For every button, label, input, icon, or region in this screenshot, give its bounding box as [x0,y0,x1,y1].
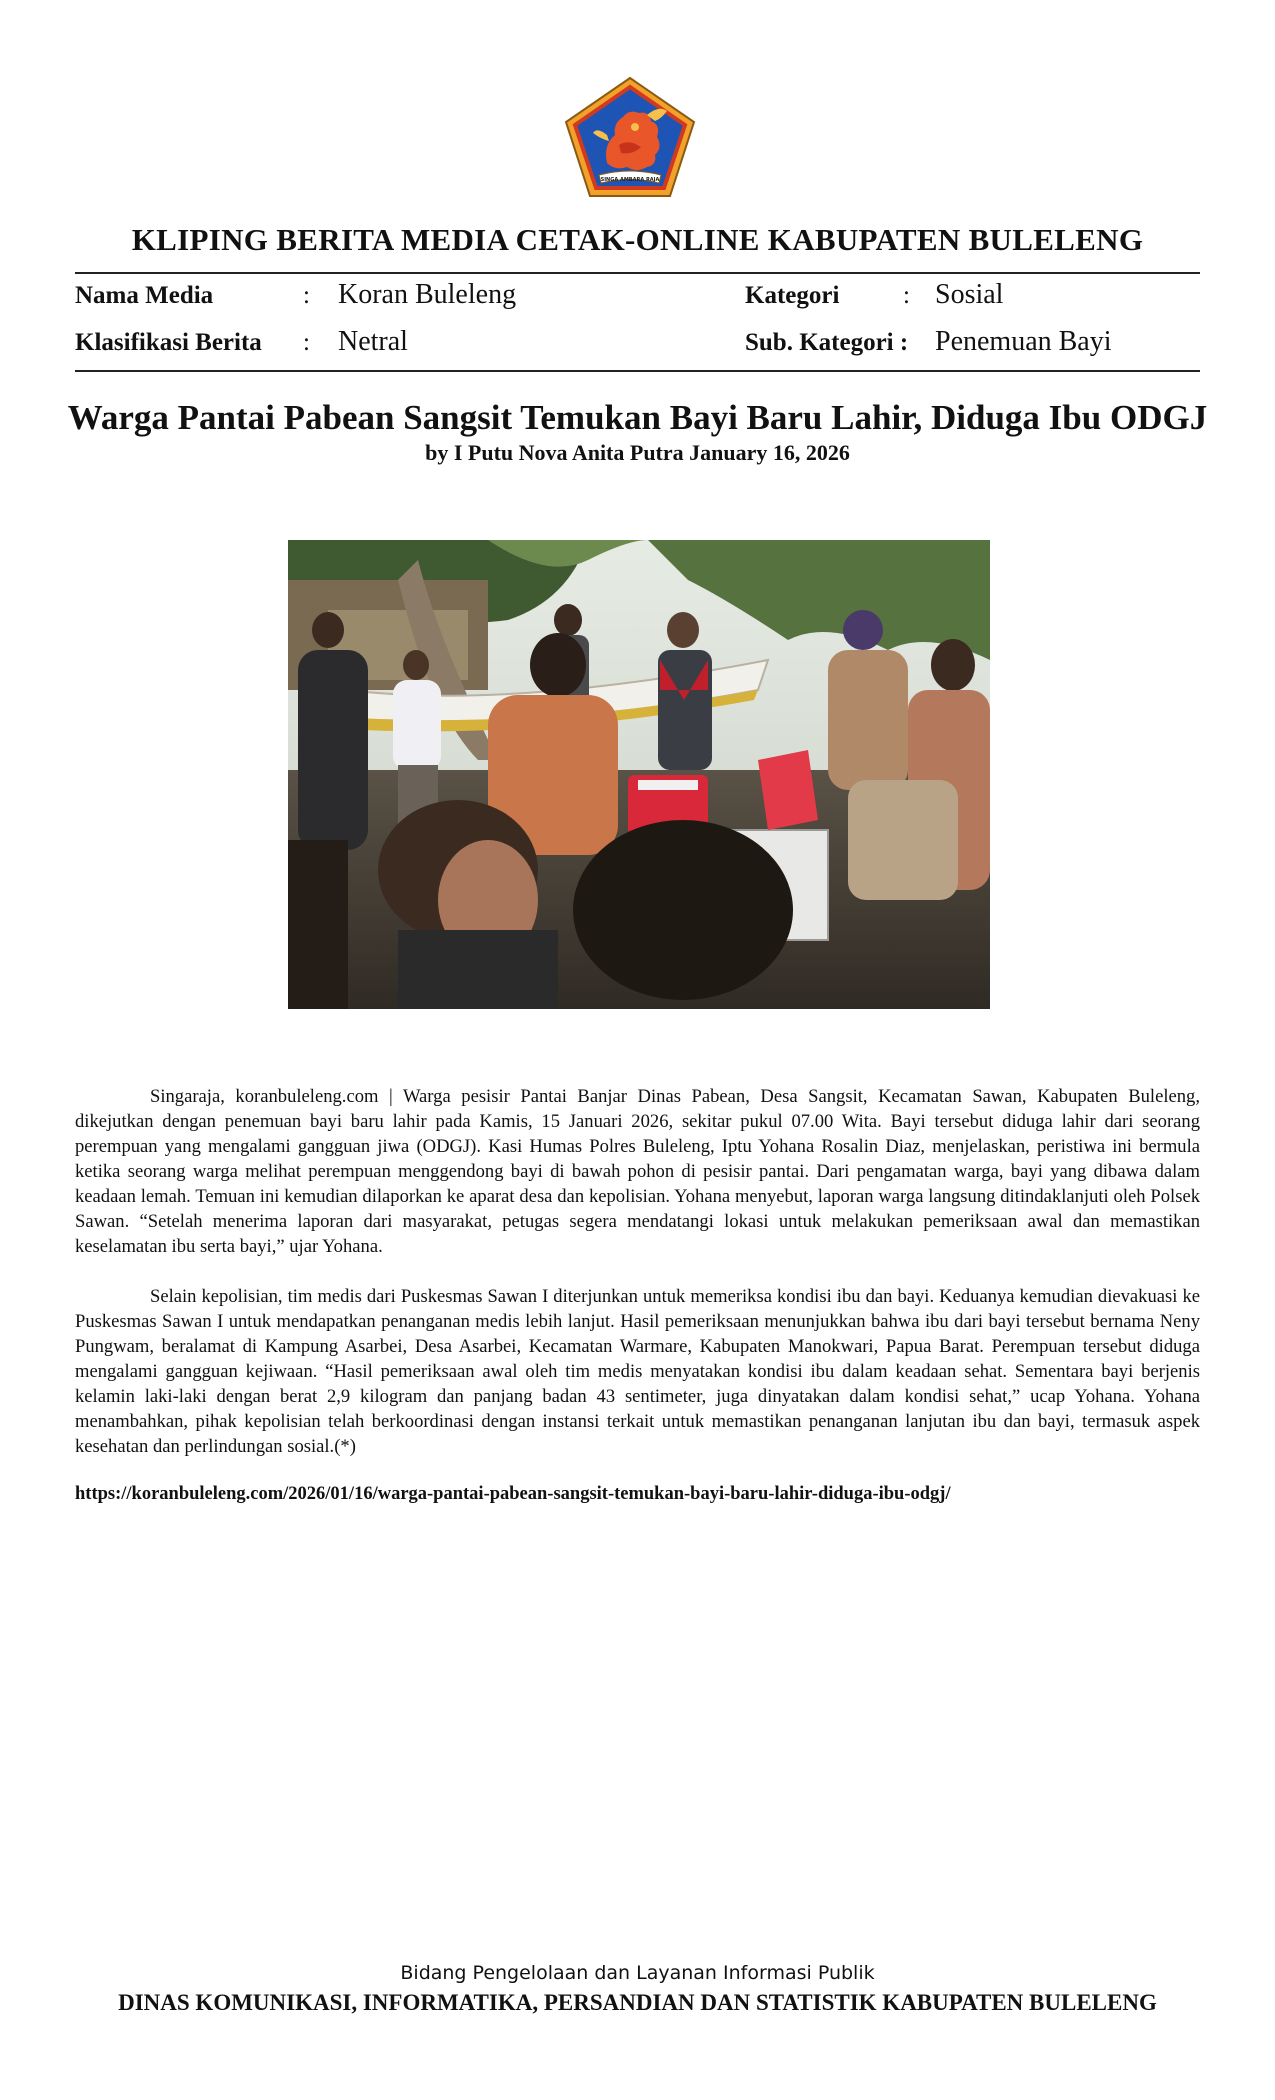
nama-media-colon: : [303,282,310,309]
klasifikasi-berita-value: Netral [338,326,408,357]
klasifikasi-berita-colon: : [303,329,310,356]
article-paragraph: Singaraja, koranbuleleng.com | Warga pesisir Pantai Banjar Dinas Pabean, Desa Sangsit, Kecamatan Sawan, Kabupaten Buleleng, dikejutkan dengan penemuan bayi baru lahir pada Kamis, 15 Januari 2026, sekitar pukul 07.00 Wita. Bayi tersebut diduga lahir dari seorang perempuan yang mengalami gangguan jiwa (ODGJ). Kasi Humas Polres Buleleng, Iptu Yohana Rosalin Diaz, menjelaskan, peristiwa ini bermula ketika seorang warga melihat perempuan menggendong bayi di bawah pohon di pesisir pantai. Dari pengamatan warga, bayi yang dibawa dalam keadaan lemah. Temuan ini kemudian dilaporkan ke aparat desa dan kepolisian. Yohana menyebut, laporan warga langsung ditindaklanjuti oleh Polsek Sawan. “Setelah menerima laporan dari masyarakat, petugas segera mendatangi lokasi untuk melakukan pemeriksaan awal dan memastikan keselamatan ibu serta bayi,” ujar Yohana. [75,1086,1200,1257]
metadata-divider [75,370,1200,372]
klasifikasi-berita-label: Klasifikasi Berita [75,329,262,356]
article-title: Warga Pantai Pabean Sangsit Temukan Bayi Baru Lahir, Diduga Ibu ODGJ [67,398,1208,437]
nama-media-value: Koran Buleleng [338,279,517,310]
kabupaten-buleleng-crest-icon [563,75,697,199]
article-byline: by I Putu Nova Anita Putra January 16, 2026 [425,440,850,465]
article-paragraph: Selain kepolisian, tim medis dari Puskesmas Sawan I diterjunkan untuk memeriksa kondisi ibu dan bayi. Keduanya kemudian dievakuasi ke Puskesmas Sawan I untuk mendapatkan penanganan medis lebih lanjut. Hasil pemeriksaan menunjukkan bahwa ibu dari bayi tersebut bernama Neny Pungwam, beralamat di Kampung Asarbei, Desa Asarbei, Kecamatan Warmare, Kabupaten Manokwari, Papua Barat. Perempuan tersebut diduga mengalami gangguan kejiwaan. “Hasil pemeriksaan awal oleh tim medis menyatakan kondisi ibu dalam keadaan sehat. Sementara bayi berjenis kelamin laki-laki dengan berat 2,9 kilogram dan panjang badan 43 sentimeter, juga dinyatakan dalam kondisi sehat,” ucap Yohana. Yohana menambahkan, pihak kepolisian telah berkoordinasi dengan instansi terkait untuk memastikan penanganan lanjutan ibu dan bayi, termasuk aspek kesehatan dan perlindungan sosial.(*) [75,1286,1200,1457]
sub-kategori-value: Penemuan Bayi [935,326,1112,357]
svg-text:SINGA AMBARA RAJA: SINGA AMBARA RAJA [600,177,660,183]
header-divider [75,272,1200,274]
news-photo [288,540,990,1009]
article-source-link[interactable]: https://koranbuleleng.com/2026/01/16/warga-pantai-pabean-sangsit-temukan-bayi-baru-lahir-diduga-ibu-odgj/ [75,1484,951,1504]
sub-kategori-label: Sub. Kategori : [745,329,909,356]
footer-unit-name: Bidang Pengelolaan dan Layanan Informasi Publik [400,1962,875,1984]
kategori-label: Kategori [745,282,840,309]
kategori-value: Sosial [935,279,1004,310]
kategori-colon: : [903,282,910,309]
nama-media-label: Nama Media [75,282,214,309]
clipping-header-title: KLIPING BERITA MEDIA CETAK-ONLINE KABUPATEN BULELENG [131,222,1144,257]
footer-agency-name: DINAS KOMUNIKASI, INFORMATIKA, PERSANDIAN DAN STATISTIK KABUPATEN BULELENG [118,1990,1157,2015]
